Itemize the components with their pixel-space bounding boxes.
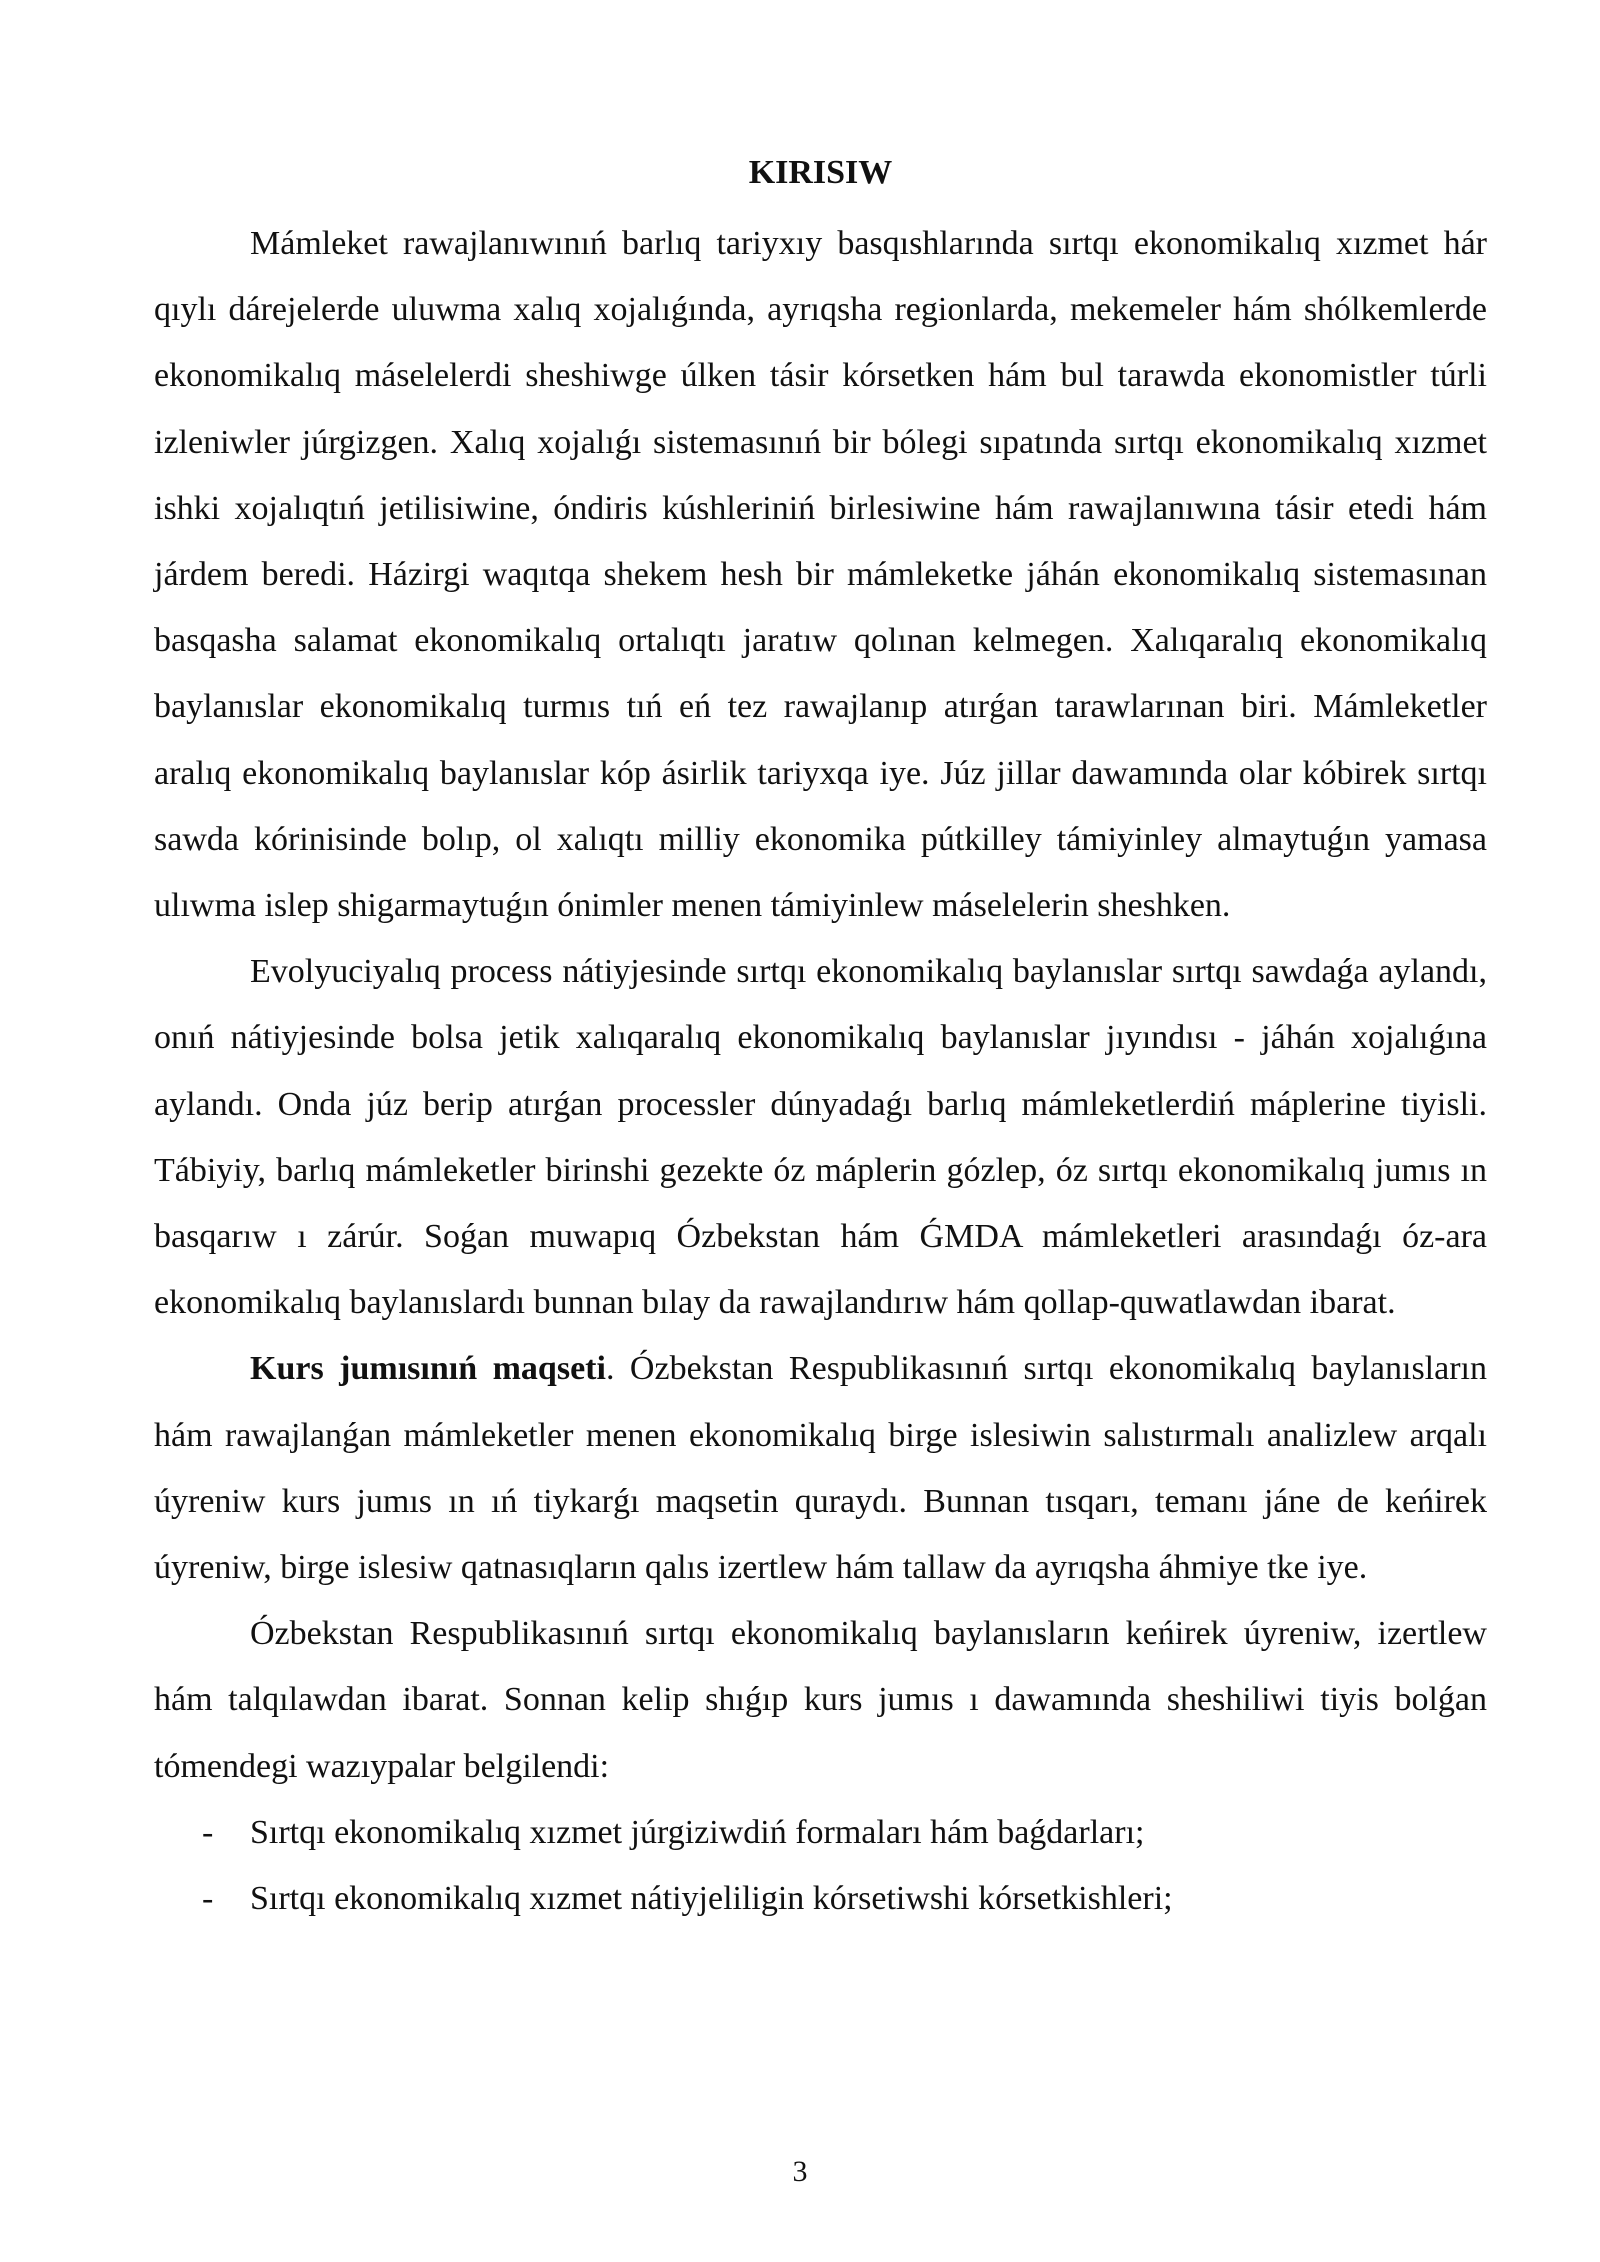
paragraph-evolution: Evolyuciyalıq process nátiyjesinde sırtqı ekonomikalıq baylanıslar sırtqı sawdaǵa aylandı, onıń nátiyjesinde bolsa jetik xalıqaralıq ekonomikalıq baylanıslar jıyındısı - jáhán xojalıǵına aylandı. Onda júz berip atırǵan processler dúnyadaǵı barlıq mámleketlerdiń máplerine tiyisli. Tábiyiy, barlıq mámleketler birinshi gezekte óz máplerin gózlep, óz sırtqı ekonomikalıq jumıs ın basqarıw ı zárúr. Soǵan muwapıq Ózbekstan hám ǴMDA mámleketleri arasındaǵı óz-ara ekonomikalıq baylanıslardı bunnan bılay da rawajlandırıw hám qollap-quwatlawdan ibarat. (154, 953, 1487, 1322)
paragraph-goal (154, 1336, 1487, 1601)
list-item-text: Sırtqı ekonomikalıq xızmet júrgiziwdiń formaları hám baǵdarları; (250, 1813, 1145, 1851)
task-list (154, 1800, 1487, 1932)
page-content (154, 143, 1487, 1932)
list-marker: - (202, 1813, 214, 1851)
list-item (154, 1866, 1487, 1932)
goal-lead-label: Kurs jumısınıń maqseti (250, 1350, 606, 1388)
goal-text: . Ózbekstan Respublikasınıń sırtqı ekonomikalıq baylanısların hám rawajlanǵan mámleketler menen ekonomikalıq birge islesiwin salıstırmalı analizlew arqalı úyreniw kurs jumıs ın ıń tiykarǵı maqsetin quraydı. Bunnan tısqarı, temanı jáne de keńirek úyreniw, birge islesiw qatnasıqların qalıs izertlew hám tallaw da ayrıqsha áhmiye tke iye. (154, 1350, 1487, 1587)
list-item-text: Sırtqı ekonomikalıq xızmet nátiyjeliligin kórsetiwshi kórsetkishleri; (250, 1879, 1173, 1917)
list-marker: - (202, 1879, 214, 1917)
document-title: KIRISIW (748, 154, 893, 191)
page-number: 3 (792, 2155, 808, 2188)
paragraph-intro: Mámleket rawajlanıwınıń barlıq tariyxıy basqıshlarında sırtqı ekonomikalıq xızmet hár qıylı dárejelerde uluwma xalıq xojalıǵında, ayrıqsha regionlarda, mekemeler hám shólkemlerde ekonomikalıq máselelerdi sheshiwge úlken tásir kórsetken hám bul tarawda ekonomistler túrli izleniwler júrgizgen. Xalıq xojalıǵı sistemasınıń bir bólegi sıpatında sırtqı ekonomikalıq xızmet ishki xojalıqtıń jetilisiwine, óndiris kúshleriniń birlesiwine hám rawajlanıwına tásir etedi hám járdem beredi. Házirgi waqıtqa shekem hesh bir mámleketke jáhán ekonomikalıq sistemasınan basqasha salamat ekonomikalıq ortalıqtı jaratıw qolınan kelmegen. Xalıqaralıq ekonomikalıq baylanıslar ekonomikalıq turmıs tıń eń tez rawajlanıp atırǵan tarawlarınan biri. Mámleketler aralıq ekonomikalıq baylanıslar kóp ásirlik tariyxqa iye. Júz jillar dawamında olar kóbirek sırtqı sawda kórinisinde bolıp, ol xalıqtı milliy ekonomika pútkilley támiyinley almaytuǵın yamasa ulıwma islep shigarmaytuǵın ónimler menen támiyinlew máselelerin sheshken. (154, 225, 1487, 925)
list-item (154, 1800, 1487, 1866)
paragraph-tasks: Ózbekstan Respublikasınıń sırtqı ekonomikalıq baylanısların keńirek úyreniw, izertlew hám talqılawdan ibarat. Sonnan kelip shıǵıp kurs jumıs ı dawamında sheshiliwi tiyis bolǵan tómendegi wazıypalar belgilendi: (154, 1615, 1487, 1785)
